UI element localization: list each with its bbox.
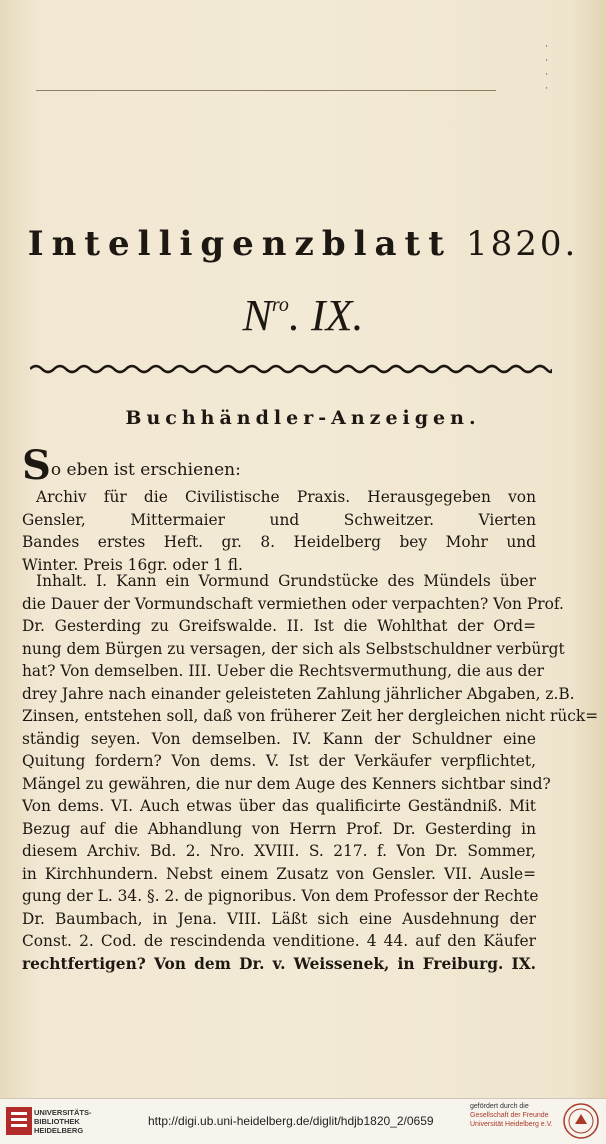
permalink-url[interactable]: http://digi.ub.uni-heidelberg.de/diglit/hdjb1820_2/0659 [148,1114,434,1128]
library-line: HEIDELBERG [34,1126,84,1135]
university-seal-icon [562,1102,600,1140]
announcement-line [22,442,582,489]
content-line: Zinsen, entstehen soll, daß von früherer Zeit her dergleichen nicht rück= [22,707,599,725]
content-line: drey Jahre nach einander geleisteten Zahlung jährlicher Abgaben, z.B. [22,684,575,703]
book-line: Gensler, Mittermaier und Schweitzer. Vierten [22,510,536,529]
book-line: Archiv für die Civilistische Praxis. Herausgegeben von [36,488,536,506]
content-line: nung dem Bürgen zu versagen, der sich als Selbstschuldner verbürgt [22,639,565,658]
content-line: Dr. Baumbach, in Jena. VIII. Läßt sich eine Ausdehnung der [22,909,536,928]
content-line: Mängel zu gewähren, die nur dem Auge des Kenners sichtbar sind? [22,774,551,793]
book-line: Bandes erstes Heft. gr. 8. Heidelberg bey Mohr und [22,533,536,551]
section-heading: Buchhändler-Anzeigen. [125,407,481,429]
margin-specks: · · · · [545,42,554,94]
title-text: Intelligenzblatt [27,224,452,264]
library-name[interactable] [34,1108,92,1135]
funder-credit[interactable] [470,1102,553,1129]
book-listing [22,486,536,576]
issue-number [0,290,606,341]
content-line: Dr. Gesterding zu Greifswalde. II. Ist die Wohlthat der Ord= [22,617,536,635]
funded-by-label: gefördert durch die [470,1103,529,1110]
content-line: Von dems. VI. Auch etwas über das qualificirte Geständniß. Mit [22,797,536,815]
decorative-wave-rule [30,362,552,376]
title-year: 1820. [465,224,579,264]
issue-sup: ro [271,294,289,316]
library-logo-icon[interactable] [6,1107,32,1135]
content-line: diesem Archiv. Bd. 2. Nro. XVIII. S. 217. f. Von Dr. Sommer, [22,842,536,860]
book-line: Winter. Preis 16gr. oder 1 fl. [22,555,243,574]
contents-paragraph [22,570,599,975]
issue-roman: . IX. [288,291,364,340]
content-line: hat? Von demselben. III. Ueber die Rechtsvermuthung, die aus der [22,662,544,680]
content-line: rechtfertigen? Von dem Dr. v. Weissenek, in Freiburg. IX. [22,954,536,973]
content-line: Bezug auf die Abhandlung von Herrn Prof. Dr. Gesterding in [22,819,536,838]
content-line: die Dauer der Vormundschaft vermiethen oder verpachten? Von Prof. [22,594,564,613]
footer-banner [0,1098,606,1144]
content-line: Inhalt. I. Kann ein Vormund Grundstücke des Mündels über [36,572,536,590]
content-line: Const. 2. Cod. de rescindenda venditione. 4 44. auf den Käufer [22,932,536,950]
library-line: BIBLIOTHEK [34,1117,80,1126]
content-line: gung der L. 34. §. 2. de pignoribus. Von dem Professor der Rechte [22,887,539,905]
content-line: in Kirchhundern. Nebst einem Zusatz von Gensler. VII. Ausle= [22,864,536,883]
page-title [0,224,606,264]
drop-initial: S [22,442,51,489]
library-line: UNIVERSITÄTS- [34,1108,92,1117]
top-rule [36,90,496,91]
funder-line: Universität Heidelberg e.V. [470,1121,553,1128]
issue-prefix: N [242,291,272,340]
content-line: ständig seyen. Von demselben. IV. Kann der Schuldner eine [22,729,536,748]
funder-line: Gesellschaft der Freunde [470,1112,549,1119]
announcement-text: o eben ist erschienen: [50,460,241,480]
content-line: Quitung fordern? Von dems. V. Ist der Verkäufer verpflichtet, [22,752,536,770]
